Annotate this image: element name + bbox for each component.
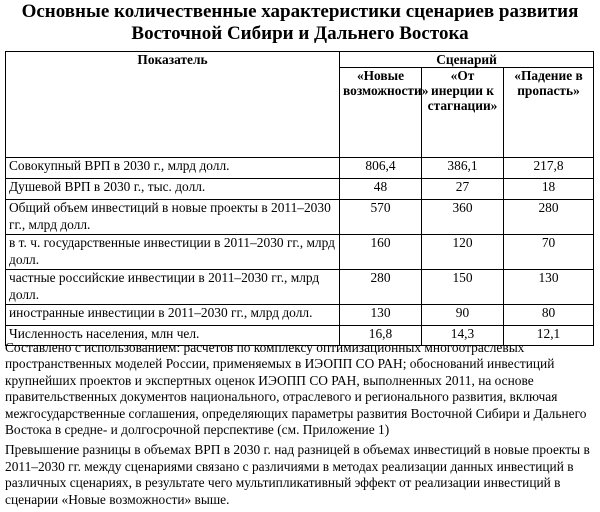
- table-row: [6, 179, 594, 200]
- row-value: 280: [504, 200, 594, 235]
- row-value: 160: [340, 235, 422, 270]
- row-value: 120: [422, 235, 504, 270]
- row-value: 217,8: [504, 158, 594, 179]
- row-value: 27: [422, 179, 504, 200]
- table-header-row: [6, 52, 594, 68]
- header-scenario-new-opportunities: «Новые возможности»: [340, 68, 422, 158]
- row-value: 18: [504, 179, 594, 200]
- document-title: [0, 1, 600, 45]
- row-value: 280: [340, 270, 422, 305]
- row-value: 386,1: [422, 158, 504, 179]
- row-value: 14,3: [422, 326, 504, 346]
- header-scenario-inertia-stagnation: «От инерции к стагнации»: [422, 68, 504, 158]
- row-value: 48: [340, 179, 422, 200]
- table-notes: [5, 340, 595, 512]
- header-indicator: Показатель: [6, 52, 340, 158]
- row-label: иностранные инвестиции в 2011–2030 гг., млрд долл.: [6, 305, 340, 326]
- table-row: [6, 270, 594, 305]
- row-value: 12,1: [504, 326, 594, 346]
- table-row: [6, 305, 594, 326]
- row-value: 90: [422, 305, 504, 326]
- header-scenario-fall-abyss: «Падение в пропасть»: [504, 68, 594, 158]
- header-scenario: Сценарий: [340, 52, 594, 68]
- row-value: 806,4: [340, 158, 422, 179]
- explanation-note: Превышение разницы в объемах ВРП в 2030 г. над разницей в объемах инвестиций в новые проекты в 2011–2030 гг. между сценариями связано с различиями в методах реализации данных инвестиций в различных сценариях, в результате чего мультипликативный эффект от реализации инвестиций в сценарии «Новые возможности» выше.: [5, 442, 590, 507]
- row-label: в т. ч. государственные инвестиции в 2011–2030 гг., млрд долл.: [6, 235, 340, 270]
- row-value: 130: [504, 270, 594, 305]
- title-line-2: Восточной Сибири и Дальнего Востока: [131, 23, 469, 44]
- table-row: [6, 235, 594, 270]
- table-row: [6, 200, 594, 235]
- row-label: Совокупный ВРП в 2030 г., млрд долл.: [6, 158, 340, 179]
- source-note: Составлено с использованием: расчетов по комплексу оптимизационных многоотраслевых пространственных моделей России, применяемых в ИЭОПП СО РАН; обоснований инвестиций крупнейших проектов и экспертных оценок ИЭОПП СО РАН, выполненных 2011, на основе правительственных документов национального, отраслевого и регионального развития, включая межгосударственные соглашения, определяющих параметры развития Восточной Сибири и Дальнего Востока в средне- и долгосрочной перспективе (см. Приложение 1): [5, 340, 587, 438]
- row-value: 360: [422, 200, 504, 235]
- row-value: 16,8: [340, 326, 422, 346]
- table-row: [6, 158, 594, 179]
- row-value: 70: [504, 235, 594, 270]
- row-label: Общий объем инвестиций в новые проекты в 2011–2030 гг., млрд долл.: [6, 200, 340, 235]
- row-label: Численность населения, млн чел.: [6, 326, 340, 346]
- row-value: 150: [422, 270, 504, 305]
- title-line-1: Основные количественные характеристики сценариев развития: [21, 1, 579, 22]
- row-value: 130: [340, 305, 422, 326]
- row-value: 570: [340, 200, 422, 235]
- row-label: Душевой ВРП в 2030 г., тыс. долл.: [6, 179, 340, 200]
- row-label: частные российские инвестиции в 2011–2030 гг., млрд долл.: [6, 270, 340, 305]
- row-value: 80: [504, 305, 594, 326]
- scenario-table: [5, 51, 594, 346]
